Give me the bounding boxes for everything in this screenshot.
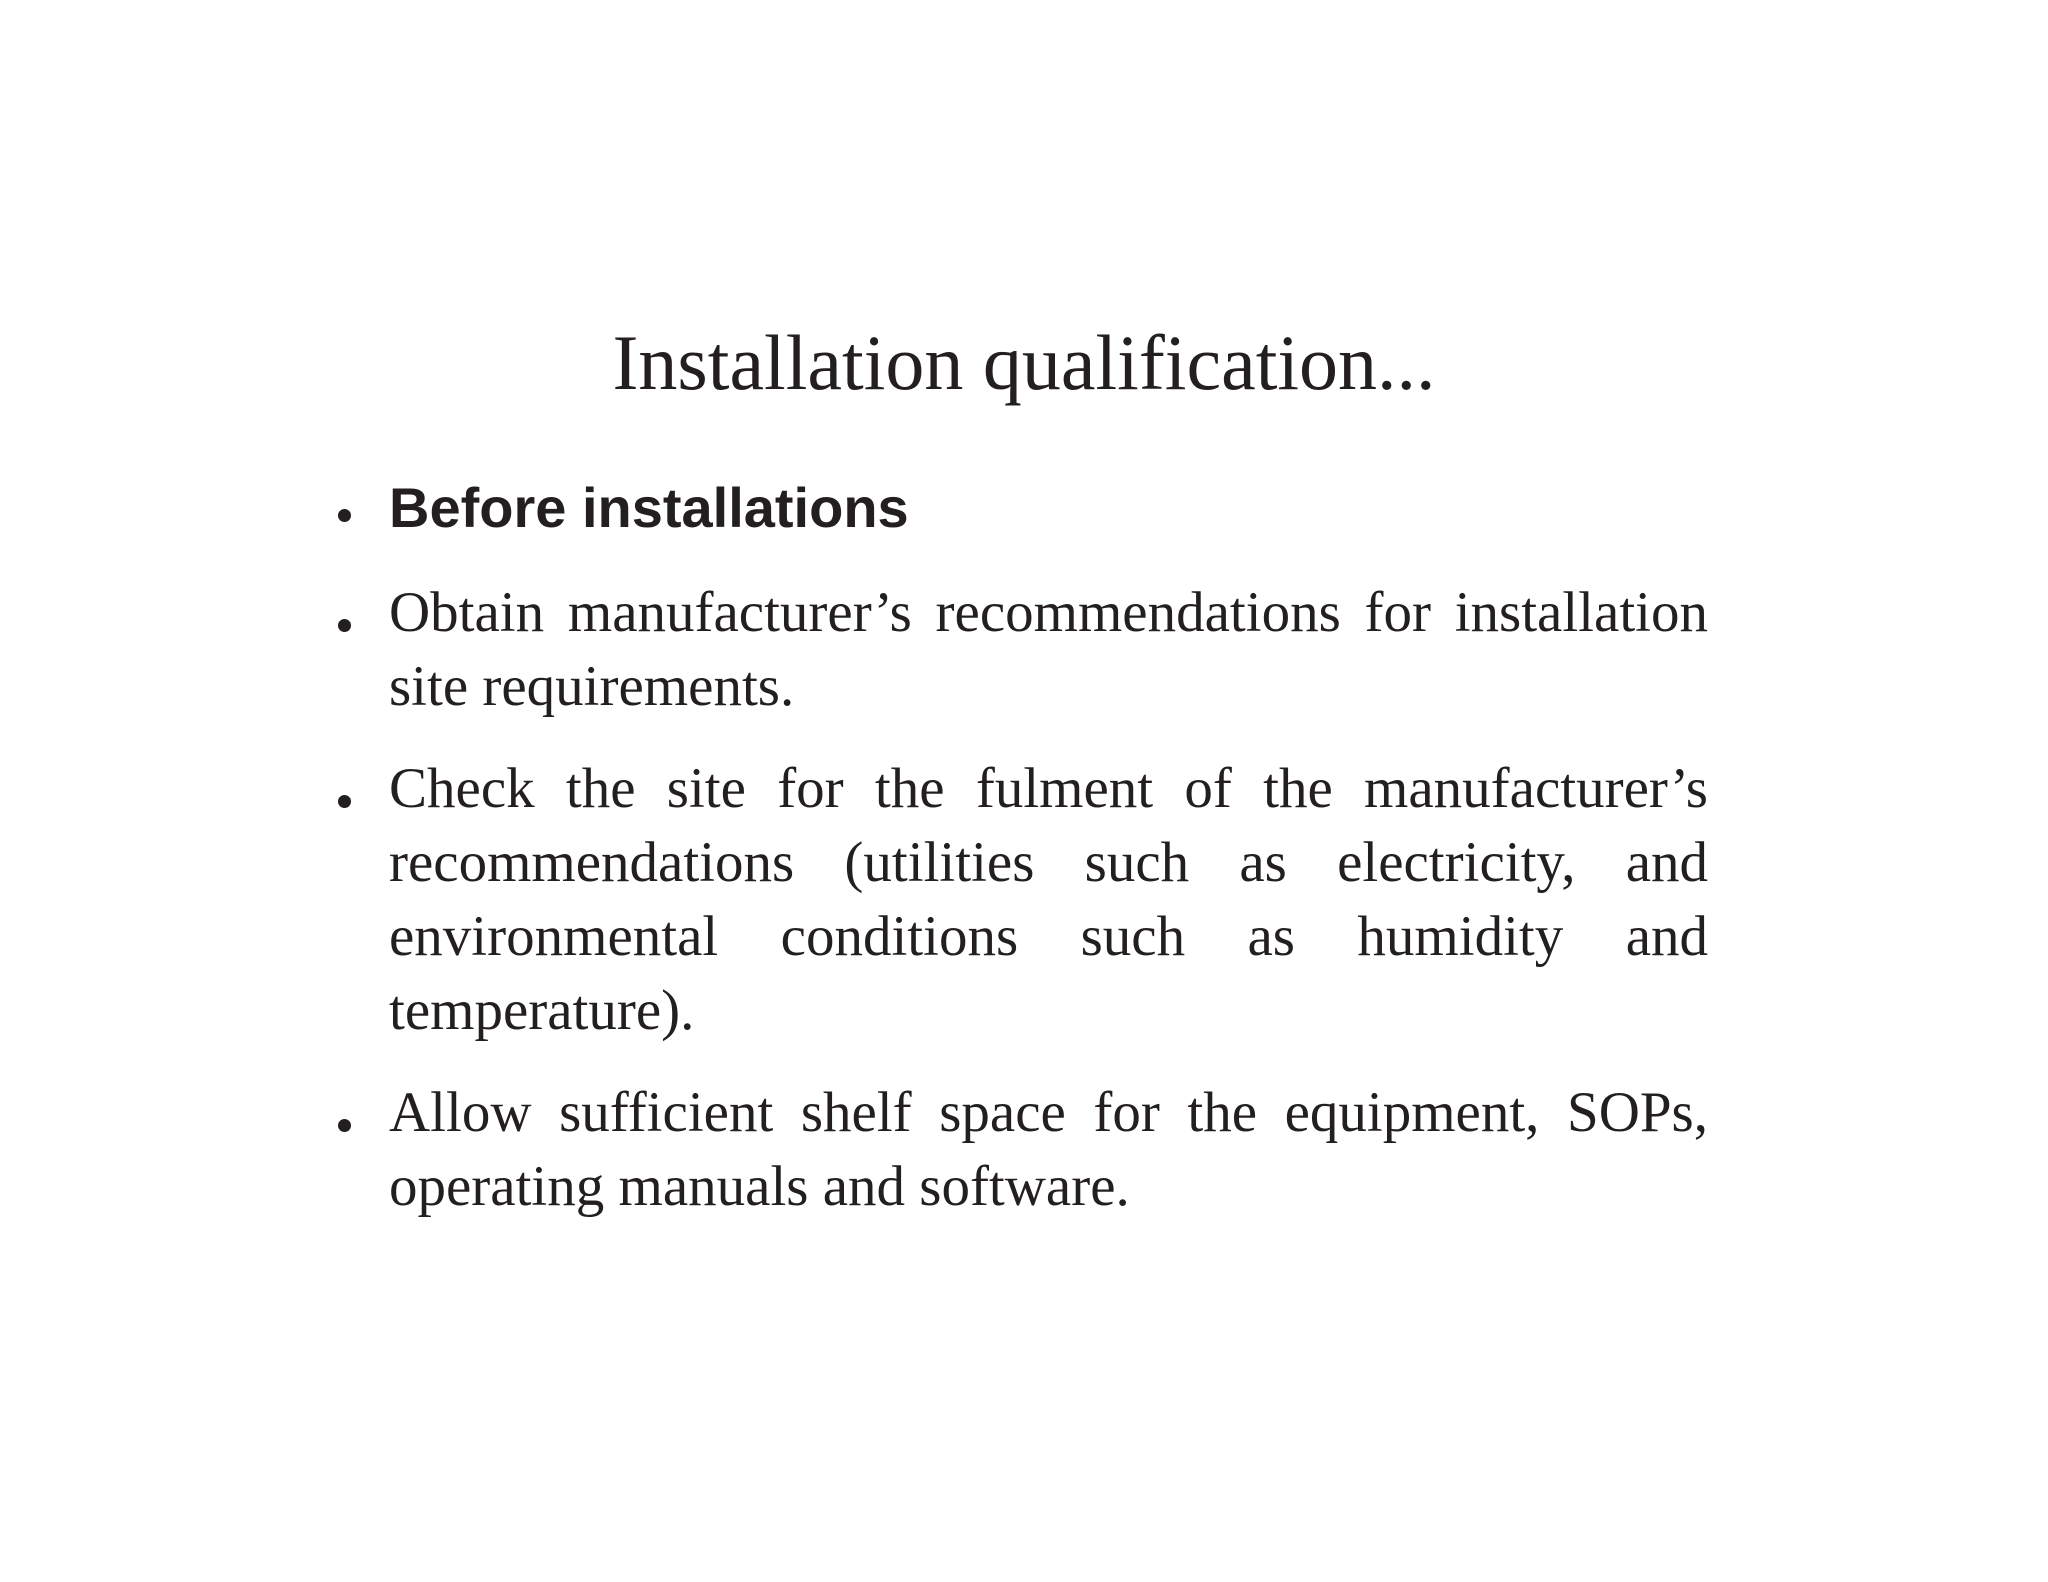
bullet-text: Check the site for the fulment of the manufacturer’s recommendations (utilities such as electricity, and environmental conditions such as humidity and temperature).	[389, 757, 1708, 1042]
bullet-dot-icon	[338, 509, 351, 522]
bullet-item-check-site	[338, 752, 1708, 1048]
bullet-dot-icon	[338, 1119, 351, 1132]
bullet-item-before-installations	[338, 468, 1708, 548]
bullet-text: Allow sufficient shelf space for the equipment, SOPs, operating manuals and software.	[389, 1081, 1708, 1218]
bullet-item-obtain-recommendations	[338, 576, 1708, 724]
bullet-dot-icon	[338, 619, 351, 632]
bullet-text: Obtain manufacturer’s recommendations for installation site requirements.	[389, 581, 1708, 718]
bullet-text: Before installations	[389, 476, 909, 539]
slide-title: Installation qualification...	[612, 319, 1436, 406]
bullet-dot-icon	[338, 795, 351, 808]
bullet-list	[338, 468, 1708, 1252]
bullet-item-shelf-space	[338, 1076, 1708, 1224]
